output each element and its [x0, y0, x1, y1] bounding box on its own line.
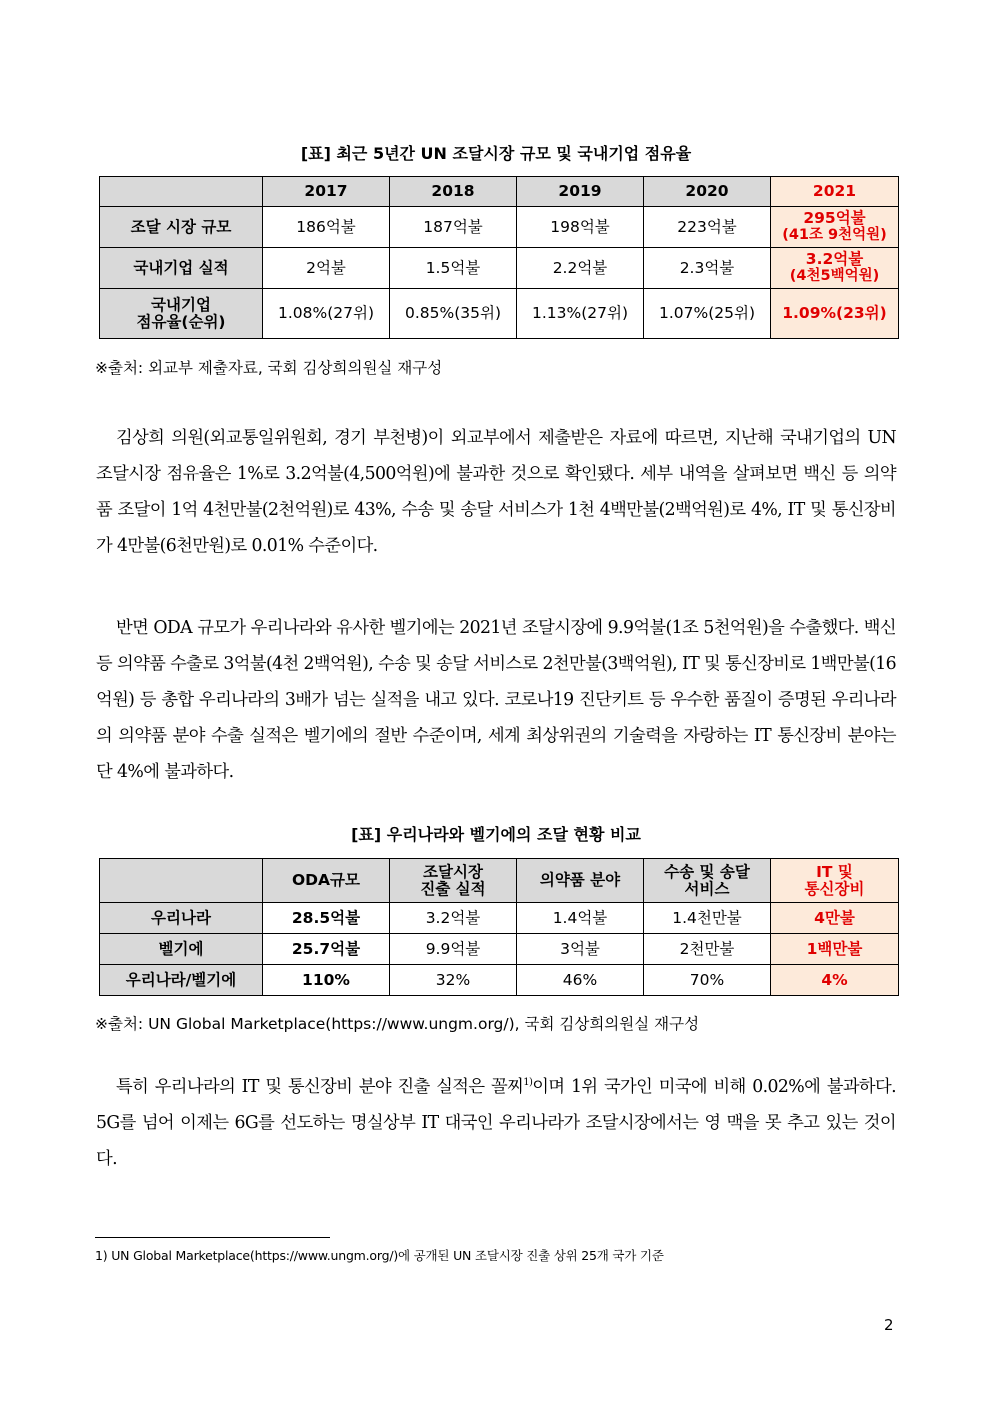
table-cell: 2.2억불 [517, 248, 644, 289]
row-label: 우리나라 [100, 903, 263, 934]
highlight-cell [771, 207, 899, 248]
row-label: 국내기업 실적 [100, 248, 263, 289]
table-cell: 2천만불 [644, 934, 771, 965]
table-cell: 1.08%(27위) [263, 289, 390, 339]
year-header: 2020 [644, 177, 771, 207]
highlight-note: (4천5백억원) [789, 268, 880, 284]
paragraph-2 [96, 610, 896, 790]
highlight-value: 295억불 [803, 209, 866, 227]
highlight-cell: 4만불 [771, 903, 899, 934]
highlight-note: (41조 9천억원) [782, 227, 887, 243]
table-cell: 198억불 [517, 207, 644, 248]
table-cell: 1.13%(27위) [517, 289, 644, 339]
table-cell: 0.85%(35위) [390, 289, 517, 339]
highlight-cell: 1.09%(23위) [771, 289, 899, 339]
year-header: 2017 [263, 177, 390, 207]
header-line: 수송 및 송달 [664, 862, 750, 881]
highlight-value: 3.2억불 [805, 250, 864, 268]
year-header-highlight: 2021 [771, 177, 899, 207]
table-cell: 32% [390, 965, 517, 996]
paragraph-text-part: 이며 1위 국가인 미국에 비해 0.02%에 불과하다. 5G를 넘어 이제는 6G를 선도하는 명실상부 IT 대국인 우리나라가 조달시장에서는 영 맥을 못 추고 있는 것이다. [96, 1077, 896, 1169]
table-cell: 2억불 [263, 248, 390, 289]
header-line: IT 및 [816, 862, 853, 881]
row-label-line: 점유율(순위) [136, 312, 226, 331]
highlight-cell: 1백만불 [771, 934, 899, 965]
table-cell: 223억불 [644, 207, 771, 248]
column-header: 의약품 분야 [517, 859, 644, 903]
column-header-highlight [771, 859, 899, 903]
header-line: 통신장비 [804, 879, 865, 898]
paragraph-text: 김상희 의원(외교통일위원회, 경기 부천병)이 외교부에서 제출받은 자료에 따르면, 지난해 국내기업의 UN 조달시장 점유율은 1%로 3.2억불(4,500억원)에 불과한 것으로 확인됐다. 세부 내역을 살펴보면 백신 등 의약품 조달이 1억 4천만불(2천억원)로 43%, 수송 및 송달 서비스가 1천 4백만불(2백억원)로 4%, IT 및 통신장비가 4만불(6천만원)로 0.01% 수준이다. [96, 428, 896, 556]
comparison-table [99, 858, 899, 996]
table-cell: 110% [263, 965, 390, 996]
footnote-divider [95, 1237, 330, 1238]
table-cell: 3.2억불 [390, 903, 517, 934]
header-line: 진출 실적 [420, 879, 486, 898]
table-cell: 1.5억불 [390, 248, 517, 289]
paragraph-3 [96, 1069, 896, 1177]
paragraph-text-part: 특히 우리나라의 IT 및 통신장비 분야 진출 실적은 꼴찌 [116, 1077, 524, 1097]
highlight-cell: 4% [771, 965, 899, 996]
table-cell: 187억불 [390, 207, 517, 248]
header-line: 조달시장 [423, 862, 483, 881]
footnote-ref: 1) [523, 1077, 533, 1089]
row-label-line: 국내기업 [151, 295, 211, 314]
table-cell: 1.4억불 [517, 903, 644, 934]
row-label: 벨기에 [100, 934, 263, 965]
column-header [644, 859, 771, 903]
table-cell: 25.7억불 [263, 934, 390, 965]
table-cell: 70% [644, 965, 771, 996]
table2-source: ※출처: UN Global Marketplace(https://www.ungm.org/), 국회 김상희의원실 재구성 [95, 1015, 700, 1033]
row-label: 조달 시장 규모 [100, 207, 263, 248]
corner-cell [100, 177, 263, 207]
footnote: 1) UN Global Marketplace(https://www.ungm.org/)에 공개된 UN 조달시장 진출 상위 25개 국가 기준 [95, 1248, 664, 1263]
table-cell: 28.5억불 [263, 903, 390, 934]
table1-caption: [표] 최근 5년간 UN 조달시장 규모 및 국내기업 점유율 [300, 144, 692, 163]
year-header: 2018 [390, 177, 517, 207]
procurement-table [99, 176, 899, 339]
corner-cell [100, 859, 263, 903]
table-cell: 2.3억불 [644, 248, 771, 289]
header-line: 서비스 [684, 879, 730, 898]
row-label: 우리나라/벨기에 [100, 965, 263, 996]
table1-source: ※출처: 외교부 제출자료, 국회 김상희의원실 재구성 [95, 359, 443, 377]
page-number: 2 [884, 1316, 894, 1334]
paragraph-1 [96, 420, 896, 564]
table2-caption: [표] 우리나라와 벨기에의 조달 현황 비교 [351, 825, 641, 844]
table-cell: 46% [517, 965, 644, 996]
column-header: ODA규모 [263, 859, 390, 903]
table-cell: 1.4천만불 [644, 903, 771, 934]
paragraph-text: 반면 ODA 규모가 우리나라와 유사한 벨기에는 2021년 조달시장에 9.9억불(1조 5천억원)을 수출했다. 백신 등 의약품 수출로 3억불(4천 2백억원), 수송 및 송달 서비스로 2천만불(3백억원), IT 및 통신장비로 1백만불(16억원) 등 총합 우리나라의 3배가 넘는 실적을 내고 있다. 코로나19 진단키트 등 우수한 품질이 증명된 우리나라의 의약품 분야 수출 실적은 벨기에의 절반 수준이며, 세계 최상위권의 기술력을 자랑하는 IT 통신장비 분야는 단 4%에 불과하다. [96, 618, 896, 782]
table-cell: 186억불 [263, 207, 390, 248]
table-cell: 3억불 [517, 934, 644, 965]
table-cell: 1.07%(25위) [644, 289, 771, 339]
row-label [100, 289, 263, 339]
column-header [390, 859, 517, 903]
table-cell: 9.9억불 [390, 934, 517, 965]
year-header: 2019 [517, 177, 644, 207]
paragraph-text [96, 1069, 896, 1177]
highlight-cell [771, 248, 899, 289]
